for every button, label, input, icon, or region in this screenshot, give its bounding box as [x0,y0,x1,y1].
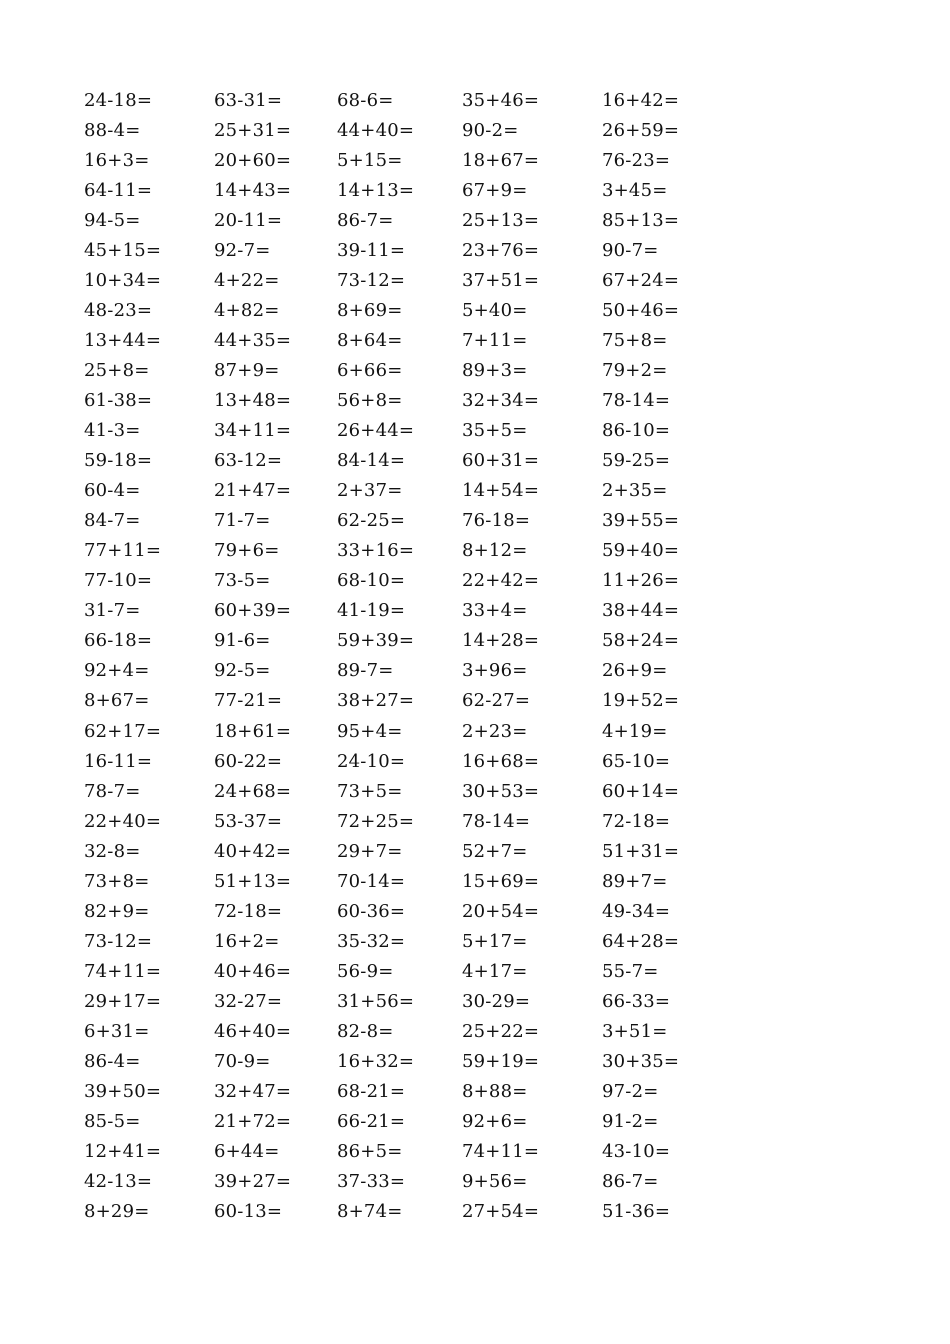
math-problem: 39-11= [337,239,406,261]
math-problem: 2+35= [602,480,668,502]
math-problem: 34+11= [214,420,292,442]
math-problem: 68-21= [337,1081,406,1103]
math-problem: 29+7= [337,840,403,862]
math-problem: 16-11= [84,750,153,772]
math-problem: 33+16= [337,540,415,562]
math-problem: 92-7= [214,239,271,261]
math-problem: 73+5= [337,780,403,802]
problem-row [84,1016,784,1046]
math-problem: 60+39= [214,600,292,622]
math-problem: 52+7= [462,840,528,862]
math-problem: 6+31= [84,1020,150,1042]
math-problem: 66-21= [337,1111,406,1133]
math-problem: 40+42= [214,840,292,862]
math-problem: 61-38= [84,389,153,411]
problem-row [84,1197,784,1227]
math-problem: 51+13= [214,870,292,892]
math-problem: 46+40= [214,1020,292,1042]
math-problem: 60+14= [602,780,680,802]
math-problem: 73+8= [84,870,150,892]
problem-row [84,986,784,1016]
math-problem: 92-5= [214,660,271,682]
math-problem: 12+41= [84,1141,162,1163]
problem-row [84,85,784,115]
math-problem: 20+54= [462,900,540,922]
math-problem: 89+3= [462,359,528,381]
math-problem: 82+9= [84,900,150,922]
math-problem: 77-21= [214,690,283,712]
math-problem: 74+11= [462,1141,540,1163]
math-problem: 89+7= [602,870,668,892]
problem-row [84,205,784,235]
math-problem: 32-27= [214,990,283,1012]
problem-row [84,265,784,295]
math-problem: 14+13= [337,179,415,201]
math-problem: 32+47= [214,1081,292,1103]
problem-row [84,416,784,446]
math-problem: 74+11= [84,960,162,982]
math-problem: 24+68= [214,780,292,802]
math-problem: 92+6= [462,1111,528,1133]
math-problem: 76-23= [602,149,671,171]
math-problem: 5+40= [462,299,528,321]
math-problem: 60-22= [214,750,283,772]
math-problem: 59-25= [602,450,671,472]
math-problem: 27+54= [462,1201,540,1223]
math-problem: 5+17= [462,930,528,952]
math-problem: 66-18= [84,630,153,652]
math-problem: 60-13= [214,1201,283,1223]
math-problem: 35-32= [337,930,406,952]
math-problem: 8+67= [84,690,150,712]
math-problem: 63-12= [214,450,283,472]
math-problem: 16+3= [84,149,150,171]
math-problem: 35+5= [462,420,528,442]
problem-row [84,926,784,956]
problem-row [84,175,784,205]
math-problem: 3+96= [462,660,528,682]
math-problem: 86-4= [84,1051,141,1073]
problem-row [84,836,784,866]
math-problem: 25+31= [214,119,292,141]
math-problem: 73-12= [337,269,406,291]
math-problem: 78-14= [462,810,531,832]
problem-row [84,626,784,656]
math-problem: 86-7= [602,1171,659,1193]
math-problem: 86-7= [337,209,394,231]
math-problem: 13+48= [214,389,292,411]
math-problem: 91-2= [602,1111,659,1133]
problem-row [84,656,784,686]
math-problem: 53-37= [214,810,283,832]
math-problem: 84-7= [84,510,141,532]
math-problem: 14+43= [214,179,292,201]
problem-row [84,956,784,986]
math-problem: 30+35= [602,1051,680,1073]
arithmetic-worksheet [84,85,784,1227]
math-problem: 31-7= [84,600,141,622]
math-problem: 16+2= [214,930,280,952]
problem-row [84,506,784,536]
math-problem: 60+31= [462,450,540,472]
math-problem: 76-18= [462,510,531,532]
math-problem: 70-14= [337,870,406,892]
math-problem: 8+29= [84,1201,150,1223]
math-problem: 78-7= [84,780,141,802]
math-problem: 89-7= [337,660,394,682]
math-problem: 13+44= [84,329,162,351]
math-problem: 6+44= [214,1141,280,1163]
math-problem: 49-34= [602,900,671,922]
math-problem: 16+68= [462,750,540,772]
math-problem: 21+72= [214,1111,292,1133]
math-problem: 90-2= [462,119,519,141]
math-problem: 88-4= [84,119,141,141]
math-problem: 44+35= [214,329,292,351]
math-problem: 26+9= [602,660,668,682]
math-problem: 56-9= [337,960,394,982]
math-problem: 8+88= [462,1081,528,1103]
math-problem: 20+60= [214,149,292,171]
math-problem: 51-36= [602,1201,671,1223]
math-problem: 44+40= [337,119,415,141]
math-problem: 43-10= [602,1141,671,1163]
math-problem: 55-7= [602,960,659,982]
math-problem: 67+24= [602,269,680,291]
math-problem: 16+32= [337,1051,415,1073]
math-problem: 7+11= [462,329,528,351]
math-problem: 60-4= [84,480,141,502]
problem-row [84,1137,784,1167]
math-problem: 59+19= [462,1051,540,1073]
problem-row [84,1107,784,1137]
math-problem: 24-10= [337,750,406,772]
math-problem: 85+13= [602,209,680,231]
math-problem: 37-33= [337,1171,406,1193]
problem-row [84,385,784,415]
problem-row [84,115,784,145]
math-problem: 68-10= [337,570,406,592]
problem-row [84,866,784,896]
math-problem: 90-7= [602,239,659,261]
math-problem: 85-5= [84,1111,141,1133]
math-problem: 42-13= [84,1171,153,1193]
math-problem: 91-6= [214,630,271,652]
math-problem: 70-9= [214,1051,271,1073]
math-problem: 92+4= [84,660,150,682]
math-problem: 45+15= [84,239,162,261]
math-problem: 65-10= [602,750,671,772]
math-problem: 8+64= [337,329,403,351]
math-problem: 41-19= [337,600,406,622]
math-problem: 8+69= [337,299,403,321]
math-problem: 59+40= [602,540,680,562]
problem-row [84,806,784,836]
math-problem: 60-36= [337,900,406,922]
problem-row [84,746,784,776]
math-problem: 48-23= [84,299,153,321]
math-problem: 9+56= [462,1171,528,1193]
math-problem: 72+25= [337,810,415,832]
math-problem: 77+11= [84,540,162,562]
math-problem: 62+17= [84,720,162,742]
math-problem: 71-7= [214,510,271,532]
problem-row [84,566,784,596]
math-problem: 5+15= [337,149,403,171]
math-problem: 64-11= [84,179,153,201]
math-problem: 39+55= [602,510,680,532]
math-problem: 73-5= [214,570,271,592]
problem-row [84,355,784,385]
math-problem: 3+51= [602,1020,668,1042]
math-problem: 72-18= [602,810,671,832]
math-problem: 33+4= [462,600,528,622]
math-problem: 26+44= [337,420,415,442]
math-problem: 24-18= [84,89,153,111]
math-problem: 38+44= [602,600,680,622]
math-problem: 82-8= [337,1020,394,1042]
problem-row [84,1077,784,1107]
math-problem: 31+56= [337,990,415,1012]
problem-row [84,1047,784,1077]
math-problem: 97-2= [602,1081,659,1103]
math-problem: 84-14= [337,450,406,472]
math-problem: 22+42= [462,570,540,592]
math-problem: 25+22= [462,1020,540,1042]
problem-row [84,325,784,355]
math-problem: 86-10= [602,420,671,442]
math-problem: 86+5= [337,1141,403,1163]
math-problem: 14+28= [462,630,540,652]
math-problem: 35+46= [462,89,540,111]
math-problem: 37+51= [462,269,540,291]
math-problem: 25+13= [462,209,540,231]
math-problem: 73-12= [84,930,153,952]
math-problem: 39+27= [214,1171,292,1193]
math-problem: 68-6= [337,89,394,111]
math-problem: 4+22= [214,269,280,291]
math-problem: 18+67= [462,149,540,171]
math-problem: 18+61= [214,720,292,742]
problem-row [84,896,784,926]
math-problem: 6+66= [337,359,403,381]
math-problem: 64+28= [602,930,680,952]
math-problem: 95+4= [337,720,403,742]
math-problem: 19+52= [602,690,680,712]
problem-row [84,1167,784,1197]
problem-row [84,716,784,746]
math-problem: 30-29= [462,990,531,1012]
problem-row [84,686,784,716]
math-problem: 2+37= [337,480,403,502]
problem-row [84,145,784,175]
problem-row [84,476,784,506]
math-problem: 23+76= [462,239,540,261]
math-problem: 41-3= [84,420,141,442]
math-problem: 26+59= [602,119,680,141]
problem-row [84,446,784,476]
math-problem: 22+40= [84,810,162,832]
math-problem: 8+12= [462,540,528,562]
math-problem: 8+74= [337,1201,403,1223]
math-problem: 77-10= [84,570,153,592]
math-problem: 39+50= [84,1081,162,1103]
math-problem: 59+39= [337,630,415,652]
problem-row [84,235,784,265]
math-problem: 32+34= [462,389,540,411]
math-problem: 66-33= [602,990,671,1012]
problem-row [84,536,784,566]
math-problem: 4+19= [602,720,668,742]
math-problem: 62-27= [462,690,531,712]
math-problem: 94-5= [84,209,141,231]
math-problem: 15+69= [462,870,540,892]
math-problem: 4+82= [214,299,280,321]
math-problem: 59-18= [84,450,153,472]
math-problem: 3+45= [602,179,668,201]
math-problem: 62-25= [337,510,406,532]
problem-row [84,596,784,626]
math-problem: 16+42= [602,89,680,111]
math-problem: 75+8= [602,329,668,351]
problem-row [84,776,784,806]
math-problem: 32-8= [84,840,141,862]
math-problem: 10+34= [84,269,162,291]
math-problem: 79+6= [214,540,280,562]
math-problem: 20-11= [214,209,283,231]
math-problem: 63-31= [214,89,283,111]
math-problem: 50+46= [602,299,680,321]
math-problem: 72-18= [214,900,283,922]
math-problem: 40+46= [214,960,292,982]
math-problem: 87+9= [214,359,280,381]
math-problem: 67+9= [462,179,528,201]
math-problem: 11+26= [602,570,680,592]
math-problem: 58+24= [602,630,680,652]
math-problem: 78-14= [602,389,671,411]
math-problem: 29+17= [84,990,162,1012]
math-problem: 51+31= [602,840,680,862]
math-problem: 38+27= [337,690,415,712]
problem-row [84,295,784,325]
math-problem: 21+47= [214,480,292,502]
math-problem: 2+23= [462,720,528,742]
math-problem: 56+8= [337,389,403,411]
math-problem: 4+17= [462,960,528,982]
math-problem: 25+8= [84,359,150,381]
math-problem: 14+54= [462,480,540,502]
math-problem: 30+53= [462,780,540,802]
math-problem: 79+2= [602,359,668,381]
